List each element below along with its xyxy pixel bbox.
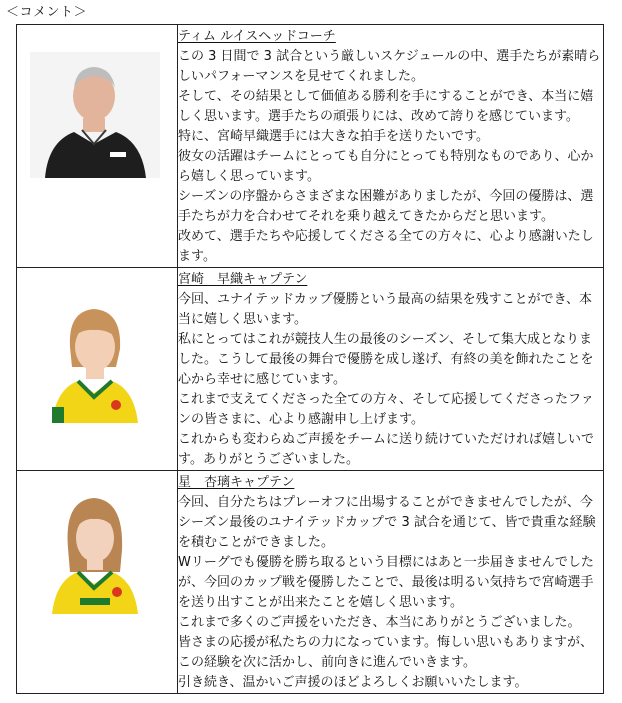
- comment-paragraph: Wリーグでも優勝を勝ち取るという目標にはあと一歩届きませんでしたが、今回のカップ戦を優勝したことで、最後は明るい気持ちで宮崎選手を送り出すことが出来たことを嬉しく思います。: [178, 555, 594, 610]
- player-photo: [30, 297, 160, 423]
- comment-text-cell: [178, 471, 604, 694]
- comment-row-coach: [17, 25, 604, 268]
- comment-paragraph: 引き続き、温かいご声援のほどよろしくお願いいたします。: [178, 675, 528, 690]
- comment-row-hoshi: [17, 471, 604, 694]
- photo-cell: [17, 471, 178, 694]
- comment-paragraph: これからも変わらぬご声援をチームに送り続けていただければ嬉しいです。ありがとうございました。: [178, 432, 595, 467]
- comment-row-miyazaki: [17, 268, 604, 471]
- comment-paragraph: 彼女の活躍はチームにとっても自分にとっても特別なものであり、心から嬉しく思っています。: [178, 149, 594, 184]
- player-photo: [30, 488, 160, 614]
- comment-paragraph: そして、その結果として価値ある勝利を手にすることができ、本当に嬉しく思います。選手たちの頑張りには、改めて誇りを感じています。: [178, 89, 594, 124]
- section-title: ＜コメント＞: [6, 5, 88, 20]
- comments-table: [16, 24, 604, 694]
- photo-cell: [17, 268, 178, 471]
- comment-paragraph: 私にとってはこれが競技人生の最後のシーズン、そして集大成となりました。こうして最後の舞台で優勝を成し遂げ、有終の美を飾れたことを心から幸せに感じています。: [178, 332, 594, 387]
- comment-text-cell: [178, 268, 604, 471]
- comment-paragraph: 今回、ユナイテッドカップ優勝という最高の結果を残すことができ、本当に嬉しく思います。: [178, 292, 593, 327]
- comment-text-cell: [178, 25, 604, 268]
- comment-paragraph: シーズンの序盤からさまざまな困難がありましたが、今回の優勝は、選手たちが力を合わせてそれを乗り越えてきたからだと思います。: [178, 189, 594, 224]
- speaker-name: 宮崎 早織キャプテン: [178, 272, 308, 287]
- comment-paragraph: この 3 日間で 3 試合という厳しいスケジュールの中、選手たちが素晴らしいパフォーマンスを見せてくれました。: [178, 49, 601, 84]
- comment-paragraph: 皆さまの応援が私たちの力になっています。悔しい思いもありますが、この経験を次に活かし、前向きに進んでいきます。: [178, 635, 593, 670]
- comment-paragraph: これまで多くのご声援をいただき、本当にありがとうございました。: [178, 615, 581, 630]
- speaker-name: ティム ルイスヘッドコーチ: [178, 29, 336, 44]
- photo-cell: [17, 25, 178, 268]
- comment-paragraph: これまで支えてくださった全ての方々、そして応援してくださったファンの皆さまに、心より感謝申し上げます。: [178, 392, 594, 427]
- coach-photo: [30, 52, 160, 178]
- speaker-name: 星 杏璃キャプテン: [178, 475, 295, 490]
- comment-paragraph: 今回、自分たちはプレーオフに出場することができませんでしたが、今シーズン最後のユナイテッドカップで 3 試合を通じて、皆で貴重な経験を積むことができました。: [178, 495, 596, 550]
- comment-paragraph: 特に、宮崎早織選手には大きな拍手を送りたいです。: [178, 129, 489, 144]
- comment-paragraph: 改めて、選手たちや応援してくださる全ての方々に、心より感謝いたします。: [178, 229, 594, 264]
